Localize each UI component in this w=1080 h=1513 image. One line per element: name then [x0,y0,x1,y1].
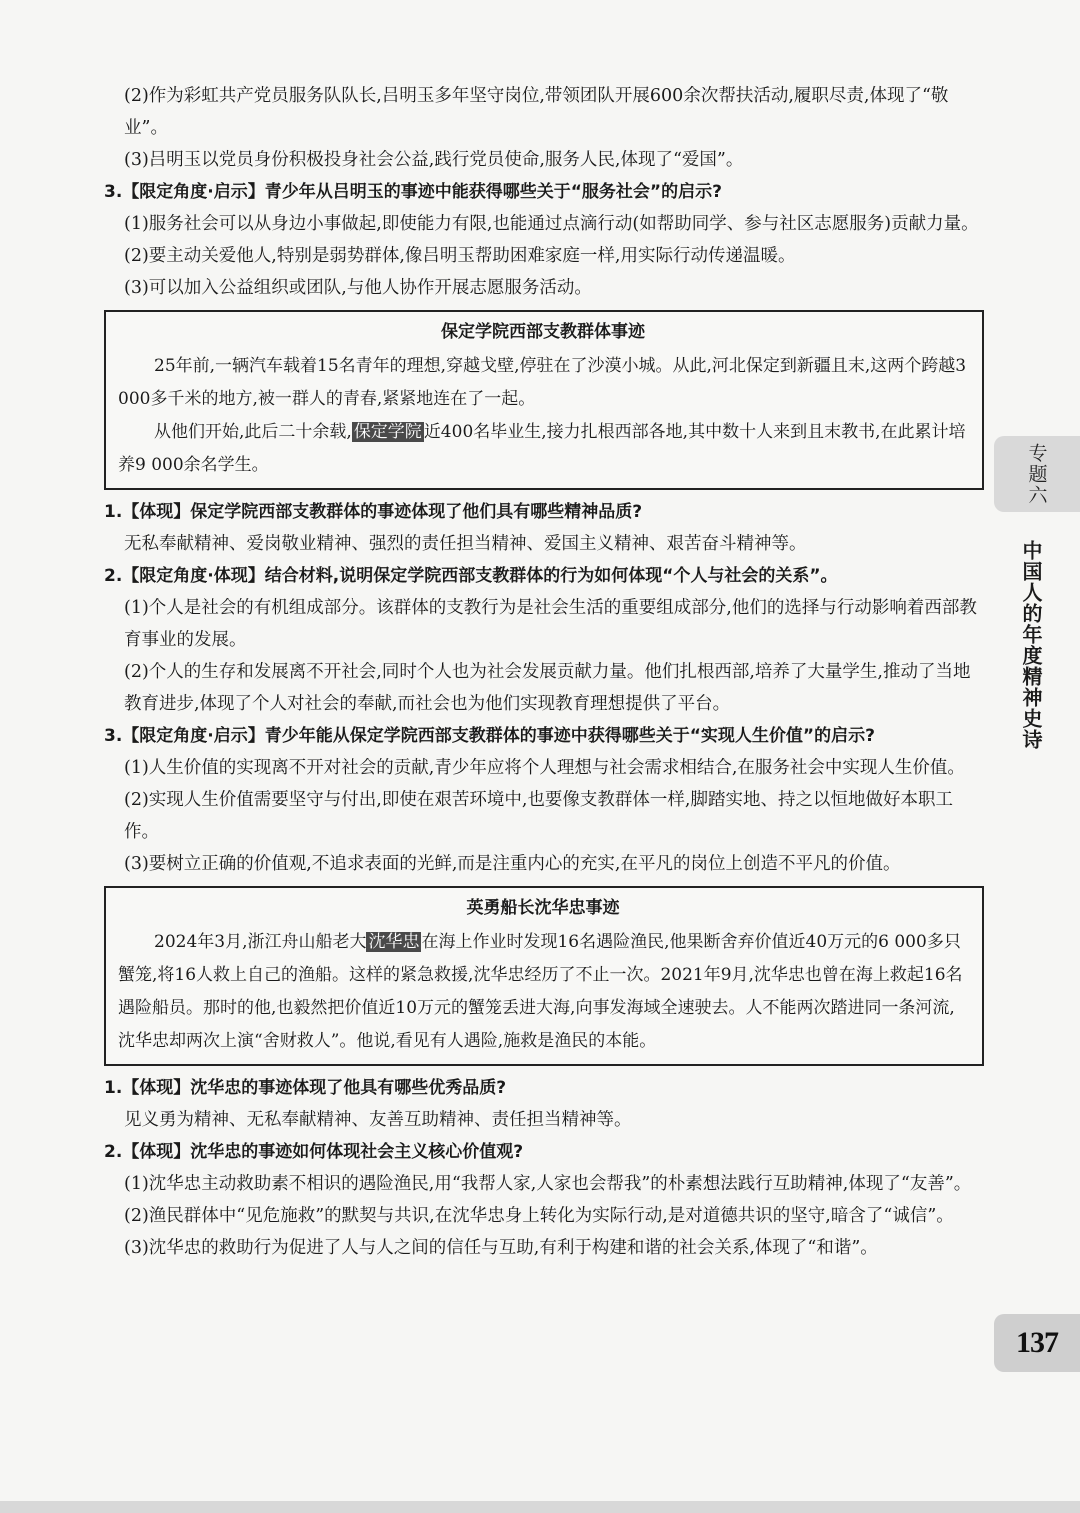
chapter-tab-label: 专题六 [1025,442,1048,506]
answer-paragraph: 无私奉献精神、爱岗敬业精神、强烈的责任担当精神、爱国主义精神、艰苦奋斗精神等。 [124,534,807,554]
answer-paragraph: (3)要树立正确的价值观,不追求表面的光鲜,而是注重内心的充实,在平凡的岗位上创造不平凡的价值。 [124,854,901,874]
question-heading: 3.【限定角度·启示】青少年从吕明玉的事迹中能获得哪些关于“服务社会”的启示? [104,182,722,202]
chapter-tab[interactable] [994,436,1080,512]
page-number: 137 [1016,1326,1058,1359]
material-box-text [118,926,968,1058]
question-heading: 2.【限定角度·体现】结合材料,说明保定学院西部支教群体的行为如何体现“个人与社会的关系”。 [104,566,838,586]
text-segment: 从他们开始,此后二十余载, [154,422,352,442]
answer-paragraph: (2)渔民群体中“见危施救”的默契与共识,在沈华忠身上转化为实际行动,是对道德共识的坚守,暗含了“诚信”。 [124,1206,954,1226]
page-content [104,80,984,1264]
answer-paragraph: (3)吕明玉以党员身份积极投身社会公益,践行党员使命,服务人民,体现了“爱国”。 [124,150,744,170]
answer-paragraph: (3)沈华忠的救助行为促进了人与人之间的信任与互助,有利于构建和谐的社会关系,体现了“和谐”。 [124,1238,878,1258]
running-title: 中国人的年度精神史诗 [1019,540,1043,750]
answer-paragraph: (1)人生价值的实现离不开对社会的贡献,青少年应将个人理想与社会需求相结合,在服务社会中实现人生价值。 [124,758,965,778]
answer-paragraph: (2)个人的生存和发展离不开社会,同时个人也为社会发展贡献力量。他们扎根西部,培养了大量学生,推动了当地教育进步,体现了个人对社会的奉献,而社会也为他们实现教育理想提供了平台。 [124,662,971,714]
question-heading: 1.【体现】沈华忠的事迹体现了他具有哪些优秀品质? [104,1078,507,1098]
text-segment: 2024年3月,浙江舟山船老大 [154,932,367,952]
question-heading: 3.【限定角度·启示】青少年能从保定学院西部支教群体的事迹中获得哪些关于“实现人生价值”的启示? [104,726,875,746]
text-segment: 近400名毕业生,接力扎根西部各地,其中数十人来到且末教书,在此累计培养9 000余名学生。 [118,422,966,475]
bottom-bar [0,1501,1080,1513]
highlighted-text[interactable]: 沈华忠 [368,932,420,952]
material-box-baoding [104,310,984,490]
question-heading: 1.【体现】保定学院西部支教群体的事迹体现了他们具有哪些精神品质? [104,502,643,522]
answer-paragraph: (3)可以加入公益组织或团队,与他人协作开展志愿服务活动。 [124,278,592,298]
answer-paragraph: (1)服务社会可以从身边小事做起,即使能力有限,也能通过点滴行动(如帮助同学、参与社区志愿服务)贡献力量。 [124,214,979,234]
answer-paragraph: (2)要主动关爱他人,特别是弱势群体,像吕明玉帮助困难家庭一样,用实际行动传递温暖。 [124,246,796,266]
answer-paragraph: (2)实现人生价值需要坚守与付出,即使在艰苦环境中,也要像支教群体一样,脚踏实地、持之以恒地做好本职工作。 [124,790,953,842]
answer-paragraph: (1)沈华忠主动救助素不相识的遇险渔民,用“我帮人家,人家也会帮我”的朴素想法践行互助精神,体现了“友善”。 [124,1174,972,1194]
material-box-text: 25年前,一辆汽车载着15名青年的理想,穿越戈壁,停驻在了沙漠小城。从此,河北保定到新疆且末,这两个跨越3 000多千米的地方,被一群人的青春,紧紧地连在了一起。 [118,356,967,409]
answer-paragraph: 见义勇为精神、无私奉献精神、友善互助精神、责任担当精神等。 [124,1110,632,1130]
question-heading: 2.【体现】沈华忠的事迹如何体现社会主义核心价值观? [104,1142,524,1162]
material-box-title: 英勇船长沈华忠事迹 [466,898,620,918]
page-number-tab [994,1314,1080,1372]
material-box-title: 保定学院西部支教群体事迹 [441,322,645,342]
answer-paragraph: (2)作为彩虹共产党员服务队队长,吕明玉多年坚守岗位,带领团队开展600余次帮扶活动,履职尽责,体现了“敬业”。 [124,86,949,138]
material-box-text [118,416,968,482]
answer-paragraph: (1)个人是社会的有机组成部分。该群体的支教行为是社会生活的重要组成部分,他们的选择与行动影响着西部教育事业的发展。 [124,598,977,650]
material-box-shenhuazhong [104,886,984,1066]
text-segment: 在海上作业时发现16名遇险渔民,他果断舍弃价值近40万元的6 000多只蟹笼,将16人救上自己的渔船。这样的紧急救援,沈华忠经历了不止一次。2021年9月,沈华忠也曾在海上救起16名遇险船员。那时的他,也毅然把价值近10万元的蟹笼丢进大海,向事发海域全速驶去。人不能两次踏进同一条河流,沈华忠却两次上演“舍财救人”。他说,看见有人遇险,施救是渔民的本能。 [118,932,963,1051]
highlighted-text[interactable]: 保定学院 [353,422,422,442]
